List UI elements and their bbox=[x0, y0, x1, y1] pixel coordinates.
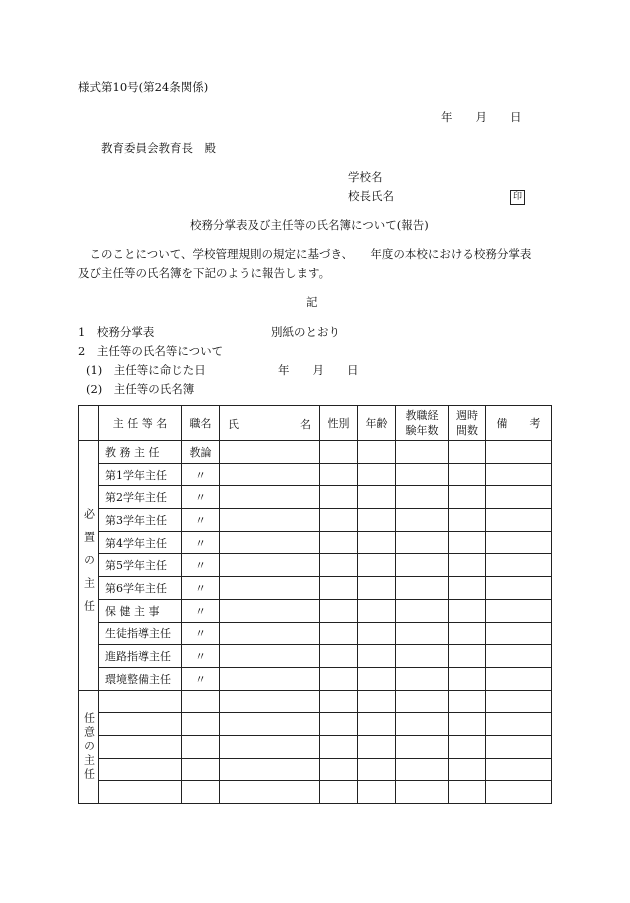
post-cell: 〃 bbox=[182, 463, 220, 486]
blank-cell[interactable] bbox=[449, 713, 486, 736]
header-sex: 性別 bbox=[320, 406, 358, 441]
blank-cell[interactable] bbox=[220, 486, 320, 509]
ki-heading: 記 bbox=[306, 295, 318, 309]
blank-cell[interactable] bbox=[358, 599, 396, 622]
role-cell: 教 務 主 任 bbox=[99, 441, 182, 464]
blank-cell[interactable] bbox=[449, 486, 486, 509]
blank-cell[interactable] bbox=[449, 735, 486, 758]
blank-cell[interactable] bbox=[396, 690, 449, 713]
blank-cell[interactable] bbox=[396, 486, 449, 509]
header-role: 主 任 等 名 bbox=[99, 406, 182, 441]
blank-cell[interactable] bbox=[486, 486, 552, 509]
header-hours: 週時間数 bbox=[449, 406, 486, 441]
blank-cell[interactable] bbox=[320, 599, 358, 622]
blank-cell[interactable] bbox=[220, 441, 320, 464]
blank-cell[interactable] bbox=[358, 690, 396, 713]
blank-cell[interactable] bbox=[486, 509, 552, 532]
blank-cell[interactable] bbox=[358, 577, 396, 600]
role-cell: 保 健 主 事 bbox=[99, 599, 182, 622]
role-cell: 第6学年主任 bbox=[99, 577, 182, 600]
blank-cell[interactable] bbox=[220, 781, 320, 804]
blank-cell[interactable] bbox=[320, 735, 358, 758]
table-row bbox=[79, 758, 552, 781]
role-cell: 第5学年主任 bbox=[99, 554, 182, 577]
blank-cell[interactable] bbox=[220, 758, 320, 781]
item1-value: 別紙のとおり bbox=[271, 325, 340, 339]
blank-cell[interactable] bbox=[182, 758, 220, 781]
blank-cell[interactable] bbox=[358, 645, 396, 668]
item1-label: 1 校務分掌表 bbox=[78, 325, 155, 339]
table-row bbox=[79, 441, 552, 464]
table-row bbox=[79, 509, 552, 532]
blank-cell[interactable] bbox=[486, 622, 552, 645]
blank-cell[interactable] bbox=[220, 667, 320, 690]
blank-cell[interactable] bbox=[220, 713, 320, 736]
date-line: 年 月 日 bbox=[441, 110, 522, 124]
blank-cell[interactable] bbox=[396, 713, 449, 736]
role-cell: 進路指導主任 bbox=[99, 645, 182, 668]
blank-cell[interactable] bbox=[396, 463, 449, 486]
blank-cell[interactable] bbox=[182, 713, 220, 736]
form-number: 様式第10号(第24条関係) bbox=[78, 80, 209, 94]
sub1-label: (1) 主任等に命じた日 bbox=[86, 363, 206, 377]
blank-cell[interactable] bbox=[449, 599, 486, 622]
blank-cell[interactable] bbox=[449, 577, 486, 600]
blank-cell[interactable] bbox=[220, 645, 320, 668]
post-cell: 〃 bbox=[182, 509, 220, 532]
table-row bbox=[79, 554, 552, 577]
blank-cell[interactable] bbox=[358, 622, 396, 645]
table-row bbox=[79, 577, 552, 600]
blank-cell[interactable] bbox=[320, 531, 358, 554]
table-row bbox=[79, 735, 552, 758]
header-years: 教職経験年数 bbox=[396, 406, 449, 441]
blank-cell[interactable] bbox=[320, 690, 358, 713]
blank-cell[interactable] bbox=[320, 622, 358, 645]
blank-cell[interactable] bbox=[220, 622, 320, 645]
post-cell: 〃 bbox=[182, 486, 220, 509]
blank-cell[interactable] bbox=[486, 441, 552, 464]
school-name-label: 学校名 bbox=[348, 170, 383, 184]
table-row bbox=[79, 713, 552, 736]
seal-mark bbox=[510, 190, 525, 205]
blank-cell[interactable] bbox=[320, 645, 358, 668]
principal-name-label: 校長氏名 bbox=[348, 189, 394, 203]
blank-cell[interactable] bbox=[320, 758, 358, 781]
blank-cell[interactable] bbox=[220, 531, 320, 554]
post-cell: 〃 bbox=[182, 667, 220, 690]
blank-cell[interactable] bbox=[396, 531, 449, 554]
role-cell: 第1学年主任 bbox=[99, 463, 182, 486]
blank-cell[interactable] bbox=[449, 441, 486, 464]
body-line-2: 及び主任等の氏名簿を下記のように報告します。 bbox=[78, 266, 331, 280]
sub2-label: (2) 主任等の氏名簿 bbox=[86, 382, 195, 396]
addressee: 教育委員会教育長 殿 bbox=[101, 141, 216, 155]
blank-cell[interactable] bbox=[320, 667, 358, 690]
blank-cell[interactable] bbox=[182, 735, 220, 758]
blank-cell[interactable] bbox=[358, 531, 396, 554]
post-cell: 教論 bbox=[182, 441, 220, 464]
table-row bbox=[79, 486, 552, 509]
header-post: 職名 bbox=[182, 406, 220, 441]
blank-cell[interactable] bbox=[182, 781, 220, 804]
blank-cell[interactable] bbox=[486, 713, 552, 736]
blank-cell[interactable] bbox=[449, 645, 486, 668]
blank-cell[interactable] bbox=[220, 599, 320, 622]
blank-cell[interactable] bbox=[358, 509, 396, 532]
post-cell: 〃 bbox=[182, 645, 220, 668]
blank-cell[interactable] bbox=[99, 690, 182, 713]
header-remarks: 備 考 bbox=[486, 406, 552, 441]
header-name-a: 氏 bbox=[228, 418, 239, 431]
blank-cell[interactable] bbox=[320, 713, 358, 736]
blank-cell[interactable] bbox=[396, 622, 449, 645]
blank-cell[interactable] bbox=[396, 781, 449, 804]
blank-cell[interactable] bbox=[358, 441, 396, 464]
blank-cell[interactable] bbox=[320, 463, 358, 486]
table-header-row bbox=[79, 406, 552, 441]
blank-cell[interactable] bbox=[486, 554, 552, 577]
blank-cell[interactable] bbox=[99, 735, 182, 758]
blank-cell[interactable] bbox=[99, 713, 182, 736]
blank-cell[interactable] bbox=[220, 735, 320, 758]
blank-cell[interactable] bbox=[486, 599, 552, 622]
optional-group-label: 任意の主任 bbox=[79, 690, 99, 803]
blank-cell[interactable] bbox=[320, 781, 358, 804]
blank-cell[interactable] bbox=[182, 690, 220, 713]
blank-cell[interactable] bbox=[396, 599, 449, 622]
blank-cell[interactable] bbox=[486, 667, 552, 690]
table-row bbox=[79, 690, 552, 713]
blank-cell[interactable] bbox=[396, 441, 449, 464]
blank-cell[interactable] bbox=[486, 690, 552, 713]
role-cell: 第4学年主任 bbox=[99, 531, 182, 554]
blank-cell[interactable] bbox=[220, 509, 320, 532]
blank-cell[interactable] bbox=[320, 441, 358, 464]
role-cell: 第3学年主任 bbox=[99, 509, 182, 532]
blank-cell[interactable] bbox=[396, 577, 449, 600]
body-line-1: このことについて、学校管理規則の規定に基づき、 年度の本校における校務分掌表 bbox=[78, 247, 532, 261]
sub1-date: 年 月 日 bbox=[278, 363, 359, 377]
blank-cell[interactable] bbox=[220, 577, 320, 600]
blank-cell[interactable] bbox=[396, 735, 449, 758]
blank-cell[interactable] bbox=[99, 781, 182, 804]
blank-cell[interactable] bbox=[449, 758, 486, 781]
blank-cell[interactable] bbox=[449, 622, 486, 645]
blank-cell[interactable] bbox=[486, 577, 552, 600]
table-row bbox=[79, 531, 552, 554]
roster-table bbox=[78, 405, 552, 804]
blank-cell[interactable] bbox=[449, 463, 486, 486]
blank-cell[interactable] bbox=[320, 577, 358, 600]
item2-label: 2 主任等の氏名等について bbox=[78, 344, 224, 358]
blank-cell[interactable] bbox=[220, 690, 320, 713]
table-row bbox=[79, 463, 552, 486]
post-cell: 〃 bbox=[182, 554, 220, 577]
blank-cell[interactable] bbox=[396, 645, 449, 668]
table-row bbox=[79, 645, 552, 668]
post-cell: 〃 bbox=[182, 577, 220, 600]
post-cell: 〃 bbox=[182, 531, 220, 554]
table-row bbox=[79, 667, 552, 690]
blank-cell[interactable] bbox=[486, 735, 552, 758]
header-name bbox=[220, 406, 320, 441]
role-cell: 環境整備主任 bbox=[99, 667, 182, 690]
blank-cell[interactable] bbox=[486, 645, 552, 668]
blank-cell[interactable] bbox=[320, 486, 358, 509]
blank-cell[interactable] bbox=[358, 554, 396, 577]
blank-cell[interactable] bbox=[358, 486, 396, 509]
blank-cell[interactable] bbox=[358, 713, 396, 736]
blank-cell[interactable] bbox=[358, 781, 396, 804]
blank-cell[interactable] bbox=[486, 758, 552, 781]
blank-cell[interactable] bbox=[358, 463, 396, 486]
blank-cell[interactable] bbox=[486, 531, 552, 554]
blank-cell[interactable] bbox=[320, 509, 358, 532]
blank-cell[interactable] bbox=[449, 509, 486, 532]
blank-cell[interactable] bbox=[486, 463, 552, 486]
header-age: 年齢 bbox=[358, 406, 396, 441]
blank-cell[interactable] bbox=[358, 758, 396, 781]
blank-cell[interactable] bbox=[358, 735, 396, 758]
blank-cell[interactable] bbox=[358, 667, 396, 690]
blank-cell[interactable] bbox=[396, 758, 449, 781]
blank-cell[interactable] bbox=[449, 781, 486, 804]
blank-cell[interactable] bbox=[449, 690, 486, 713]
header-name-b: 名 bbox=[300, 418, 311, 431]
blank-cell[interactable] bbox=[396, 667, 449, 690]
blank-cell[interactable] bbox=[449, 554, 486, 577]
blank-cell[interactable] bbox=[220, 554, 320, 577]
blank-cell[interactable] bbox=[449, 667, 486, 690]
post-cell: 〃 bbox=[182, 622, 220, 645]
role-cell: 生徒指導主任 bbox=[99, 622, 182, 645]
post-cell: 〃 bbox=[182, 599, 220, 622]
required-group-label: 必置の主任 bbox=[79, 441, 99, 691]
header-corner bbox=[79, 406, 99, 441]
table-row bbox=[79, 781, 552, 804]
blank-cell[interactable] bbox=[220, 463, 320, 486]
table-row bbox=[79, 599, 552, 622]
blank-cell[interactable] bbox=[320, 554, 358, 577]
blank-cell[interactable] bbox=[449, 531, 486, 554]
blank-cell[interactable] bbox=[99, 758, 182, 781]
document-title: 校務分掌表及び主任等の氏名簿について(報告) bbox=[190, 218, 429, 232]
table-row bbox=[79, 622, 552, 645]
blank-cell[interactable] bbox=[396, 554, 449, 577]
blank-cell[interactable] bbox=[486, 781, 552, 804]
seal-text: 印 bbox=[510, 190, 525, 205]
blank-cell[interactable] bbox=[396, 509, 449, 532]
role-cell: 第2学年主任 bbox=[99, 486, 182, 509]
